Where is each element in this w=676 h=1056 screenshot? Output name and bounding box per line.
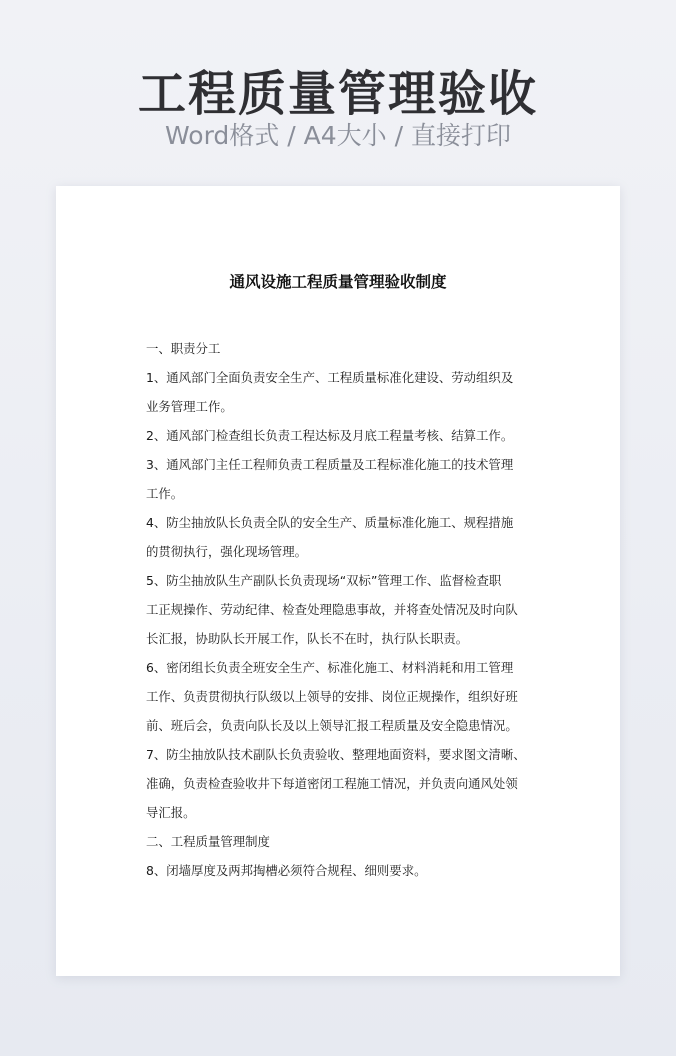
paragraph-line: 准确，负责检查验收井下每道密闭工程施工情况，并负责向通风处领 (146, 776, 518, 791)
paragraph-line: 工正规操作、劳动纪律、检查处理隐患事故，并将查处情况及时向队 (146, 602, 518, 617)
banner-subtitle: Word格式 / A4大小 / 直接打印 (165, 121, 511, 150)
document-title: 通风设施工程质量管理验收制度 (229, 273, 447, 291)
document-body (146, 334, 536, 885)
document-page (56, 186, 620, 976)
paragraph-line: 的贯彻执行，强化现场管理。 (146, 544, 308, 559)
section-heading: 一、职责分工 (146, 341, 221, 356)
paragraph-line: 8、闭墙厚度及两邦掏槽必须符合规程、细则要求。 (146, 863, 427, 878)
paragraph-line: 导汇报。 (146, 805, 196, 820)
paragraph-line: 6、密闭组长负责全班安全生产、标准化施工、材料消耗和用工管理 (146, 660, 514, 675)
paragraph-line: 3、通风部门主任工程师负责工程质量及工程标准化施工的技术管理 (146, 457, 514, 472)
section-heading: 二、工程质量管理制度 (146, 834, 270, 849)
paragraph-line: 长汇报，协助队长开展工作，队长不在时，执行队长职责。 (146, 631, 469, 646)
paragraph-line: 4、防尘抽放队长负责全队的安全生产、质量标准化施工、规程措施 (146, 515, 514, 530)
paragraph-line: 前、班后会，负责向队长及以上领导汇报工程质量及安全隐患情况。 (146, 718, 518, 733)
paragraph-line: 5、防尘抽放队生产副队长负责现场“双标”管理工作、监督检查职 (146, 573, 502, 588)
paragraph-line: 2、通风部门检查组长负责工程达标及月底工程量考核、结算工作。 (146, 428, 514, 443)
paragraph-line: 1、通风部门全面负责安全生产、工程质量标准化建设、劳动组织及 (146, 370, 514, 385)
paragraph-line: 工作。 (146, 486, 184, 501)
banner-title: 工程质量管理验收 (137, 66, 538, 122)
paragraph-line: 工作、负责贯彻执行队级以上领导的安排、岗位正规操作，组织好班 (146, 689, 518, 704)
paragraph-line: 7、防尘抽放队技术副队长负责验收、整理地面资料，要求图文清晰、 (146, 747, 526, 762)
paragraph-line: 业务管理工作。 (146, 399, 233, 414)
